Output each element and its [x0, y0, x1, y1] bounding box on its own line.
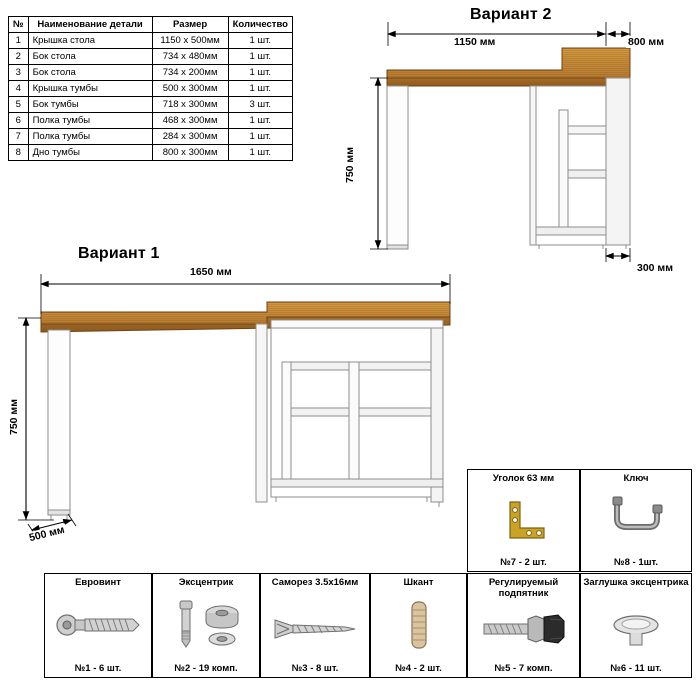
- variant-2-title: Вариант 2: [470, 6, 552, 23]
- cell-quantity: 3 шт.: [228, 97, 292, 113]
- parts-table: [8, 16, 293, 161]
- hardware-item-cam-lock: [152, 573, 260, 678]
- confirmat-screw-icon: [45, 598, 151, 652]
- cell-part-name: Бок стола: [28, 65, 152, 81]
- cell-part-name: Бок стола: [28, 49, 152, 65]
- table-row: [9, 113, 293, 129]
- dowel-icon: [371, 598, 466, 652]
- table-row: [9, 129, 293, 145]
- cell-number: 3: [9, 65, 29, 81]
- cell-size: 1150 x 500мм: [152, 33, 228, 49]
- cell-size: 800 x 300мм: [152, 145, 228, 161]
- cell-quantity: 1 шт.: [228, 145, 292, 161]
- table-row: [9, 145, 293, 161]
- hardware-quantity: №1 - 6 шт.: [74, 663, 122, 674]
- cell-part-name: Полка тумбы: [28, 113, 152, 129]
- variant-2-height-dimension: 750 мм: [344, 147, 356, 183]
- cell-quantity: 1 шт.: [228, 65, 292, 81]
- cam-cover-cap-icon: [581, 610, 691, 652]
- table-row: [9, 49, 293, 65]
- variant-1-title: Вариант 1: [78, 245, 160, 262]
- cell-quantity: 1 шт.: [228, 33, 292, 49]
- hardware-title: Регулируемый подпятник: [488, 577, 559, 599]
- adjustable-foot-icon: [468, 608, 579, 652]
- cell-part-name: Крышка тумбы: [28, 81, 152, 97]
- table-row: [9, 81, 293, 97]
- cell-number: 4: [9, 81, 29, 97]
- variant-2-dimensions: [330, 30, 700, 280]
- cell-part-name: Полка тумбы: [28, 129, 152, 145]
- column-header-size: Размер: [152, 17, 228, 33]
- cell-part-name: Бок тумбы: [28, 97, 152, 113]
- hardware-item-cam-cover-cap: [580, 573, 692, 678]
- table-row: [9, 65, 293, 81]
- column-header-number: №: [9, 17, 29, 33]
- hardware-quantity: №4 - 2 шт.: [395, 663, 442, 674]
- cell-number: 8: [9, 145, 29, 161]
- hardware-title: Эксцентрик: [178, 577, 234, 588]
- cell-size: 718 x 300мм: [152, 97, 228, 113]
- hardware-item-self-tapping-screw: [260, 573, 370, 678]
- cell-quantity: 1 шт.: [228, 49, 292, 65]
- table-row: [9, 97, 293, 113]
- cam-lock-icon: [153, 598, 259, 652]
- hardware-title: Заглушка эксцентрика: [583, 577, 689, 588]
- hardware-title: Шкант: [403, 577, 434, 588]
- self-tapping-screw-icon: [261, 606, 369, 652]
- hardware-title: Евровинт: [75, 577, 121, 588]
- hardware-item-dowel: [370, 573, 467, 678]
- hardware-quantity: №7 - 2 шт.: [500, 557, 547, 568]
- cell-number: 5: [9, 97, 29, 113]
- hardware-quantity: №8 - 1шт.: [614, 557, 658, 568]
- cell-part-name: Дно тумбы: [28, 145, 152, 161]
- cell-quantity: 1 шт.: [228, 113, 292, 129]
- column-header-quantity: Количество: [228, 17, 292, 33]
- variant-2-top-right-dimension: 800 мм: [628, 36, 664, 48]
- cell-size: 734 x 200мм: [152, 65, 228, 81]
- variant-1-dimensions: [10, 262, 480, 552]
- variant-1-depth-dimension: 500 мм: [27, 523, 66, 545]
- cell-number: 6: [9, 113, 29, 129]
- hardware-title: Саморез 3.5x16мм: [271, 577, 359, 588]
- column-header-part-name: Наименование детали: [28, 17, 152, 33]
- cell-size: 468 x 300мм: [152, 113, 228, 129]
- cell-size: 500 x 300мм: [152, 81, 228, 97]
- cell-part-name: Крышка стола: [28, 33, 152, 49]
- table-header-row: [9, 17, 293, 33]
- hardware-item-allen-key: [580, 469, 692, 572]
- hardware-quantity: №6 - 11 шт.: [610, 663, 662, 674]
- variant-2-top-left-dimension: 1150 мм: [454, 36, 496, 48]
- corner-bracket-icon: [468, 494, 579, 548]
- hardware-quantity: №3 - 8 шт.: [291, 663, 339, 674]
- hardware-title: Ключ: [623, 473, 649, 484]
- hardware-title: Уголок 63 мм: [492, 473, 555, 484]
- table-row: [9, 33, 293, 49]
- cell-quantity: 1 шт.: [228, 129, 292, 145]
- variant-1-height-dimension: 750 мм: [8, 399, 20, 435]
- variant-1-width-dimension: 1650 мм: [190, 266, 232, 278]
- hardware-item-corner-bracket: [467, 469, 580, 572]
- hardware-quantity: №2 - 19 комп.: [174, 663, 238, 674]
- hardware-item-confirmat-screw: [44, 573, 152, 678]
- hardware-quantity: №5 - 7 комп.: [494, 663, 553, 674]
- cell-number: 1: [9, 33, 29, 49]
- cell-size: 734 x 480мм: [152, 49, 228, 65]
- cell-number: 2: [9, 49, 29, 65]
- variant-2-depth-dimension: 300 мм: [637, 262, 673, 274]
- allen-key-icon: [581, 492, 691, 548]
- hardware-item-adjustable-foot: [467, 573, 580, 678]
- cell-number: 7: [9, 129, 29, 145]
- cell-size: 284 x 300мм: [152, 129, 228, 145]
- cell-quantity: 1 шт.: [228, 81, 292, 97]
